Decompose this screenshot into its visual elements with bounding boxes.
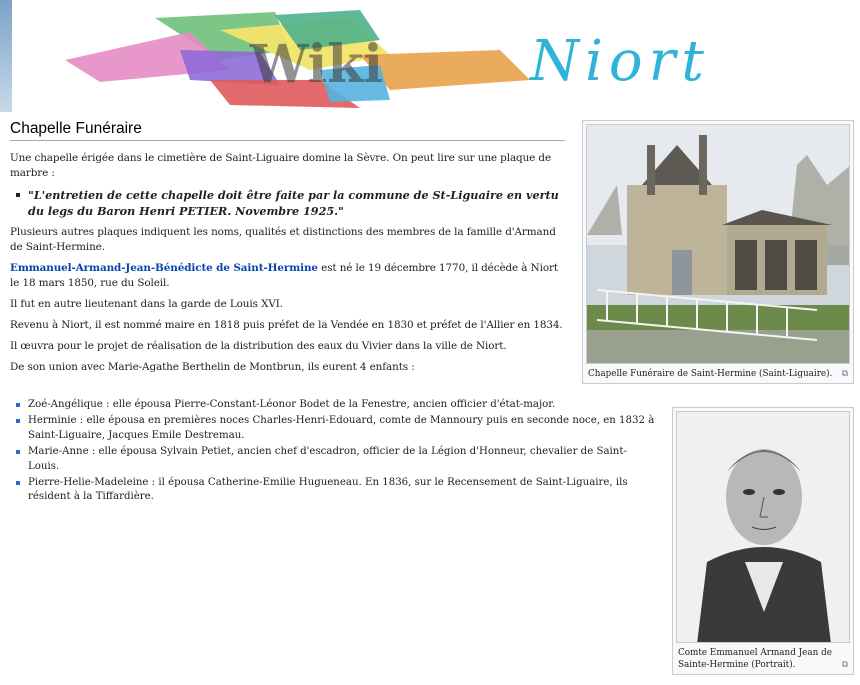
chapel-caption — [586, 364, 850, 380]
eaux-paragraph: Il œuvra pour le projet de réalisation de la distribution des eaux du Vivier dans la ville de Niort. — [10, 340, 507, 352]
article-content — [10, 120, 565, 381]
quote-list — [28, 187, 565, 219]
birth-text: est né le 19 décembre 1770, il décède à Niort le 18 mars 1850, rue du Soleil. — [10, 262, 558, 289]
magnify-icon[interactable]: ⧉ — [841, 369, 848, 379]
birth-paragraph — [10, 261, 565, 291]
site-logo[interactable] — [60, 10, 830, 110]
section-title: Chapelle Funéraire — [10, 120, 565, 141]
magnify-icon[interactable]: ⧉ — [841, 660, 848, 670]
list-item: Zoé-Angélique : elle épousa Pierre-Constant-Léonor Bodet de la Fenestre, ancien officier d'état-major. — [28, 398, 655, 412]
left-edge-strip — [0, 0, 12, 112]
plaques-paragraph: Plusieurs autres plaques indiquent les noms, qualités et distinctions des membres de la famille d'Armand de Saint-Hermine. — [10, 226, 556, 253]
wikiniort-logo-graphic — [60, 10, 830, 110]
logo-wiki-text: Wiki — [250, 34, 384, 95]
saint-hermine-link[interactable]: Emmanuel-Armand-Jean-Bénédicte de Saint-Hermine — [10, 262, 318, 274]
chapel-photo[interactable] — [586, 124, 850, 364]
portrait-image[interactable] — [676, 411, 850, 643]
logo-niort-text: Niort — [530, 29, 710, 94]
union-paragraph: De son union avec Marie-Agathe Berthelin de Montbrun, ils eurent 4 enfants : — [10, 361, 415, 373]
list-item: Marie-Anne : elle épousa Sylvain Petiet, ancien chef d'escadron, officier de la Légion d'Honneur, chevalier de Saint-Louis. — [28, 445, 655, 474]
maire-paragraph: Revenu à Niort, il est nommé maire en 1818 puis préfet de la Vendée en 1830 et préfet de l'Allier en 1834. — [10, 319, 563, 331]
portrait-thumbnail — [672, 407, 854, 675]
list-item: Herminie : elle épousa en premières noces Charles-Henri-Edouard, comte de Mannoury puis en seconde noce, en 1832 à Saint-Liguaire, Jacques Emile Destremau. — [28, 414, 655, 443]
lieutenant-paragraph: Il fut en autre lieutenant dans la garde de Louis XVI. — [10, 298, 283, 310]
chapel-thumbnail — [582, 120, 854, 384]
portrait-caption-text: Comte Emmanuel Armand Jean de Sainte-Hermine (Portrait). — [678, 648, 832, 670]
children-list — [10, 398, 655, 507]
list-item: Pierre-Helie-Madeleine : il épousa Catherine-Emilie Hugueneau. En 1836, sur le Recensement de Saint-Liguaire, ils résident à la Tiffardière. — [28, 476, 655, 505]
plaque-quote: "L'entretien de cette chapelle doit être faite par la commune de St-Liguaire en vertu du legs du Baron Henri PETIER. Novembre 1925." — [28, 187, 565, 219]
chapel-caption-text: Chapelle Funéraire de Saint-Hermine (Saint-Liguaire). — [588, 369, 833, 379]
intro-paragraph: Une chapelle érigée dans le cimetière de Saint-Liguaire domine la Sèvre. On peut lire sur une plaque de marbre : — [10, 152, 552, 179]
portrait-caption — [676, 643, 850, 671]
